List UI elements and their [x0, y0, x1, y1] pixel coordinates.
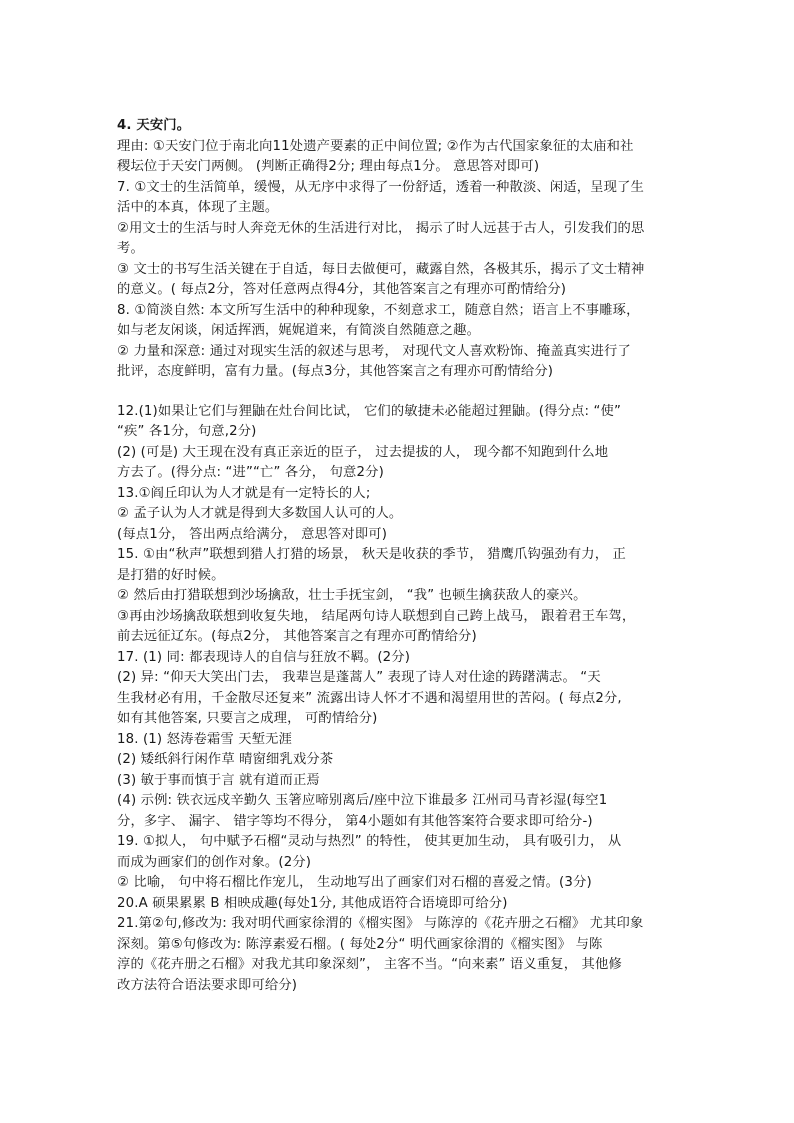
answer-18-part-4-line-2: 分，多字、 漏字、 错字等均不得分， 第4小题如有其他答案符合要求即可给分-): [117, 813, 593, 829]
answer-7-point-3-line-1: ③ 文士的书写生活关键在于自适，每日去做便可，藏露自然，各极其乐，揭示了文士精神: [117, 261, 645, 277]
answer-7-point-2-line-2: 考。: [117, 241, 144, 256]
answer-17-part-2-line-3: 如有其他答案, 只要言之成理， 可酌情给分): [117, 711, 378, 726]
answer-7-point-2-line-1: ②用文士的生活与时人奔竞无休的生活进行对比， 揭示了时人远甚于古人，引发我们的思: [117, 220, 645, 236]
answer-8-point-2-line-1: ② 力量和深意: 通过对现实生活的叙述与思考， 对现代文人喜欢粉饰、掩盖真实进行了: [117, 343, 631, 359]
answer-18-part-2: (2) 矮纸斜行闲作草 晴窗细乳戏分茶: [117, 752, 334, 767]
answer-4-heading: 4. 天安门。: [117, 118, 191, 133]
answer-12-part-2-line-1: (2) (可是) 大王现在没有真正亲近的臣子， 过去提拔的人， 现今都不知跑到什么地: [117, 444, 609, 460]
answer-13-point-2: ② 孟子认为人才就是得到大多数国人认可的人。: [117, 506, 403, 521]
answer-13-point-1: 13.①阎丘印认为人才就是有一定特长的人;: [117, 485, 371, 501]
answer-8-point-1-line-1: 8. ①简淡自然: 本文所写生活中的种种现象，不刻意求工，随意自然；语言上不事雕琢，: [117, 302, 640, 318]
answer-4-reason-line-2: 稷坛位于天安门两侧。 (判断正确得2分; 理由每点1分。 意思答对即可): [117, 159, 540, 174]
answer-17-part-2-line-1: (2) 异: “仰天大笑出门去， 我辈岂是蓬蒿人” 表现了诗人对仕途的踌躇满志。 “天: [117, 670, 601, 685]
answer-18-part-4-line-1: (4) 示例: 铁衣远戍辛勤久 玉箸应啼别离后/座中泣下谁最多 江州司马青衫湿(每空1: [117, 793, 608, 808]
blank-line: [117, 383, 683, 402]
answer-8-point-1-line-2: 如与老友闲谈，闲适挥洒，娓娓道来，有简淡自然随意之趣。: [117, 323, 481, 338]
answer-17-part-2-line-2: 生我材必有用，千金散尽还复来” 流露出诗人怀才不遇和渴望用世的苦闷。( 每点2分,: [117, 690, 622, 706]
answer-7-point-3-line-2: 的意义。( 每点2分，答对任意两点得4分，其他答案言之有理亦可酌情给分): [117, 282, 567, 297]
answer-18-part-3: (3) 敏于事而慎于言 就有道而正焉: [117, 772, 320, 788]
answer-12-part-1-line-1: 12.(1)如果让它们与狸鼬在灶台间比试， 它们的敏捷未必能超过狸鼬。(得分点: “使”: [117, 403, 621, 419]
answer-7-point-1-line-1: 7. ①文士的生活简单，缓慢，从无序中求得了一份舒适，透着一种散淡、闲适，呈现了生: [117, 179, 644, 195]
answer-21-line-3: 淳的《花卉册之石榴》对我尤其印象深刻”， 主客不当。“向来素” 语义重复， 其他修: [117, 957, 622, 972]
answer-12-part-1-line-2: “疾” 各1分，句意,2分): [117, 424, 257, 439]
answer-15-point-3-line-2: 前去远征辽东。(每点2分， 其他答案言之有理亦可酌情给分): [117, 629, 477, 644]
answer-4-reason-line-1: 理由: ①天安门位于南北向11处遗产要素的正中间位置; ②作为古代国家象征的太庙和社: [117, 138, 634, 154]
answer-21-line-1: 21.第②句,修改为: 我对明代画家徐渭的《榴实图》 与陈淳的《花卉册之石榴》 尤其印象: [117, 916, 644, 931]
answer-13-scoring: (每点1分， 答出两点给满分， 意思答对即可): [117, 526, 388, 542]
answer-15-point-1-line-2: 是打猎的好时候。: [117, 567, 225, 583]
answer-17-part-1: 17. (1) 同: 都表现诗人的自信与狂放不羁。(2分): [117, 649, 411, 665]
answer-15-point-3-line-1: ③再由沙场擒敌联想到收复失地， 结尾两句诗人联想到自己跨上战马， 跟着君王车驾，: [117, 608, 636, 624]
answer-15-point-2: ② 然后由打猎联想到沙场擒敌，壮士手抚宝剑， “我” 也顿生擒获敌人的豪兴。: [117, 588, 587, 603]
answer-7-point-1-line-2: 活中的本真，体现了主题。: [117, 200, 279, 215]
answer-20: 20.A 硕果累累 B 相映成趣(每处1分, 其他成语符合语境即可给分): [117, 895, 508, 911]
answer-19-point-1-line-1: 19. ①拟人， 句中赋予石榴“灵动与热烈” 的特性， 使其更加生动， 具有吸引力， 从: [117, 834, 622, 849]
answer-18-part-1: 18. (1) 怒涛卷霜雪 天堑无涯: [117, 731, 293, 747]
answer-19-point-1-line-2: 而成为画家们的创作对象。(2分): [117, 854, 312, 870]
answer-8-point-2-line-2: 批评，态度鲜明，富有力量。(每点3分，其他答案言之有理亦可酌情给分): [117, 364, 554, 379]
answer-document: [117, 116, 683, 996]
answer-15-point-1-line-1: 15. ①由“秋声”联想到猎人打猎的场景， 秋天是收获的季节， 猎鹰爪钩强劲有力， 正: [117, 547, 626, 562]
answer-21-line-4: 改方法符合语法要求即可给分): [117, 977, 298, 993]
answer-12-part-2-line-2: 方去了。(得分点: “进”“亡” 各分， 句意2分): [117, 465, 384, 480]
answer-19-point-2: ② 比喻， 句中将石榴比作宠儿， 生动地写出了画家们对石榴的喜爱之情。(3分): [117, 875, 592, 890]
answer-21-line-2: 深刻。第⑤句修改为: 陈淳素爱石榴。( 每处2分“ 明代画家徐渭的《榴实图》 与陈: [117, 936, 603, 952]
